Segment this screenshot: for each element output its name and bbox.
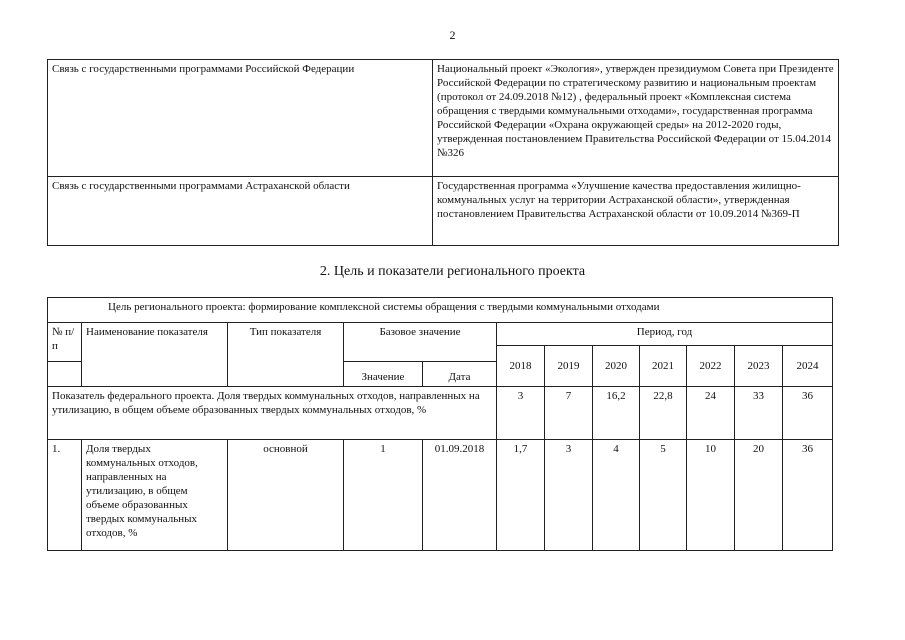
federal-value: 16,2 bbox=[593, 387, 640, 440]
row1-value: 3 bbox=[545, 440, 593, 551]
header-year: 2020 bbox=[593, 346, 640, 387]
header-year: 2021 bbox=[640, 346, 687, 387]
federal-value: 24 bbox=[687, 387, 735, 440]
regional-programs-value: Государственная программа «Улучшение качества предоставления жилищно-коммунальных услуг на территории Астраханской области», утвержденная постановлением Правительства Астраханской области от 10.09.2014 №369-П bbox=[433, 177, 839, 246]
header-year: 2018 bbox=[497, 346, 545, 387]
row1-value: 4 bbox=[593, 440, 640, 551]
header-base: Базовое значение bbox=[344, 323, 497, 362]
row1-num: 1. bbox=[48, 440, 82, 551]
indicators-table bbox=[47, 297, 833, 551]
federal-programs-value: Национальный проект «Экология», утвержден президиумом Совета при Президенте Российской Федерации по стратегическому развитию и национальным проектам (протокол от 24.09.2018 №12) , федеральный проект «Комплексная система обращения с твердыми коммунальными отходами», государственная программа Российской Федерации «Охрана окружающей среды» на 2012-2020 годы, утвержденная постановлением Правительства Российской Федерации от 15.04.2014 №326 bbox=[433, 60, 839, 177]
row1-type: основной bbox=[228, 440, 344, 551]
table-row bbox=[48, 60, 839, 177]
programs-table bbox=[47, 59, 839, 246]
header-base-value: Значение bbox=[344, 362, 423, 387]
table-row bbox=[48, 298, 833, 323]
row1-value: 36 bbox=[783, 440, 833, 551]
row1-value: 20 bbox=[735, 440, 783, 551]
row1-name: Доля твердых коммунальных отходов, направленных на утилизацию, в общем объеме образованных твердых коммунальных отходов, % bbox=[82, 440, 228, 551]
header-year: 2022 bbox=[687, 346, 735, 387]
header-type: Тип показателя bbox=[228, 323, 344, 387]
header-year: 2024 bbox=[783, 346, 833, 387]
table-row bbox=[48, 387, 833, 440]
goal-cell: Цель регионального проекта: формирование комплексной системы обращения с твердыми коммунальными отходами bbox=[48, 298, 833, 323]
row1-base-value: 1 bbox=[344, 440, 423, 551]
federal-value: 22,8 bbox=[640, 387, 687, 440]
header-num: № п/п bbox=[48, 323, 82, 362]
federal-value: 7 bbox=[545, 387, 593, 440]
header-name: Наименование показателя bbox=[82, 323, 228, 387]
table-row bbox=[48, 440, 833, 551]
row1-value: 10 bbox=[687, 440, 735, 551]
header-num-empty bbox=[48, 362, 82, 387]
header-base-date: Дата bbox=[423, 362, 497, 387]
federal-indicator-label: Показатель федерального проекта. Доля твердых коммунальных отходов, направленных на утилизацию, в общем объеме образованных твердых коммунальных отходов, % bbox=[48, 387, 497, 440]
page-number: 2 bbox=[449, 28, 456, 42]
row1-base-date: 01.09.2018 bbox=[423, 440, 497, 551]
header-year: 2019 bbox=[545, 346, 593, 387]
table-row bbox=[48, 177, 839, 246]
federal-value: 3 bbox=[497, 387, 545, 440]
federal-programs-label: Связь с государственными программами Российской Федерации bbox=[48, 60, 433, 177]
header-year: 2023 bbox=[735, 346, 783, 387]
federal-value: 33 bbox=[735, 387, 783, 440]
table-row bbox=[48, 323, 833, 346]
row1-value: 5 bbox=[640, 440, 687, 551]
row1-value: 1,7 bbox=[497, 440, 545, 551]
federal-value: 36 bbox=[783, 387, 833, 440]
section-title: 2. Цель и показатели регионального проекта bbox=[319, 264, 586, 279]
header-period: Период, год bbox=[497, 323, 833, 346]
regional-programs-label: Связь с государственными программами Астраханской области bbox=[48, 177, 433, 246]
